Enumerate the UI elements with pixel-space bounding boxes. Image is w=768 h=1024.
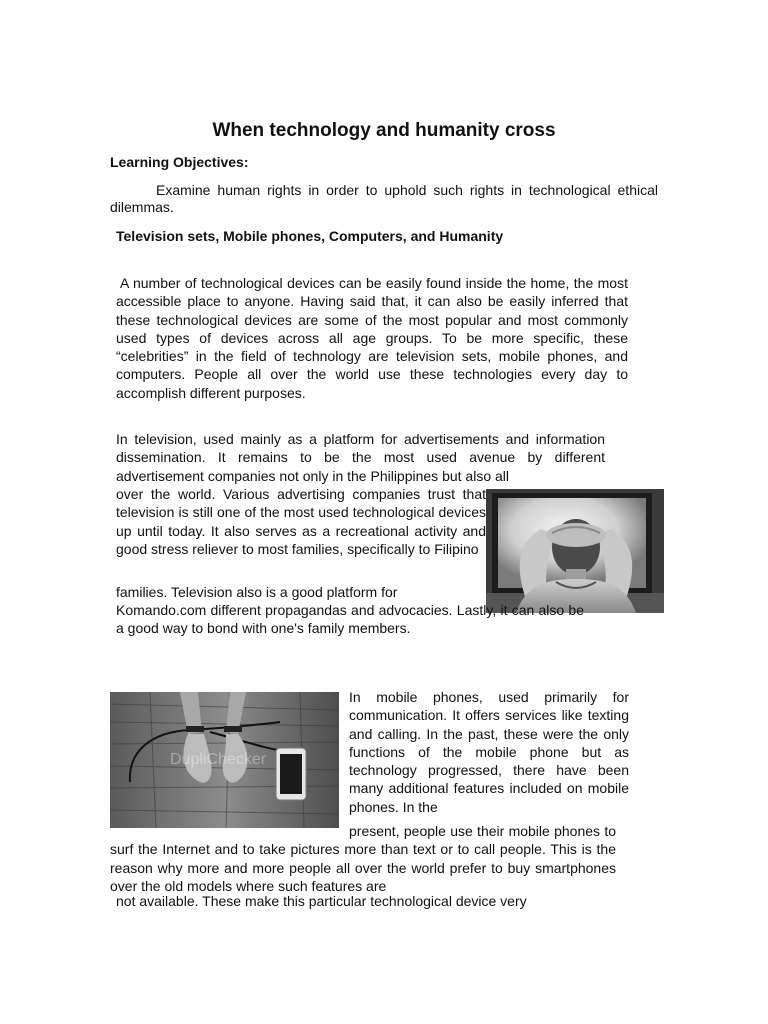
- tied-hands-phone-image: [110, 692, 339, 828]
- watermark-text: DupliChecker: [170, 751, 267, 768]
- paragraph-television-part2: over the world. Various advertising companies trust that television is still one of the most used technological devices up until today. It also serves as a recreational activity and good stress reliever to most families, specifically to Filipino: [116, 486, 486, 557]
- paragraph-devices: A number of technological devices can be easily found inside the home, the most accessible place to anyone. Having said that, it can also be easily inferred that these technological devices are some of the most popular and most commonly used types of devices across all age groups. To be more specific, these “celebrities” in the field of technology are television sets, mobile phones, and computers. People all over the world use these technologies every day to accomplish different purposes.: [116, 275, 628, 401]
- paragraph-television-part1: In television, used mainly as a platform for advertisements and information dissemination. It remains to be the most used avenue by different advertisement companies not only in the Philippines but also all: [116, 431, 605, 484]
- paragraph-mobile-part3: not available. These make this particular technological device very: [116, 893, 527, 909]
- paragraph-mobile-part1: In mobile phones, used primarily for communication. It offers services like texting and calling. In the past, these were the only functions of the mobile phone but as technology progressed, there have been many additional features included on mobile phones. In the: [349, 689, 629, 815]
- man-watching-tv-image: [486, 489, 664, 613]
- page-title: When technology and humanity cross: [212, 120, 556, 141]
- paragraph-television-part4: Komando.com different propagandas and advocacies. Lastly, it can also be a good way to bond with one's family members.: [116, 602, 584, 637]
- hands-photo: [110, 692, 339, 828]
- mobile-paragraph-continued: present, people use their mobile phones to surf the Internet and to take pictures more than text or to call people. This is the reason why more and more people all over the world prefer to buy smartphones over the old models where such features are: [110, 823, 616, 894]
- paragraph-television-part3: families. Television also is a good platform for: [116, 584, 398, 600]
- learning-objectives-heading: Learning Objectives:: [110, 154, 249, 170]
- section-heading: Television sets, Mobile phones, Computers, and Humanity: [116, 228, 504, 244]
- learning-objectives-text: Examine human rights in order to uphold such rights in technological ethical dilemmas.: [110, 182, 658, 215]
- tv-photo: [486, 489, 664, 613]
- paragraph-mobile-part2: [110, 822, 616, 895]
